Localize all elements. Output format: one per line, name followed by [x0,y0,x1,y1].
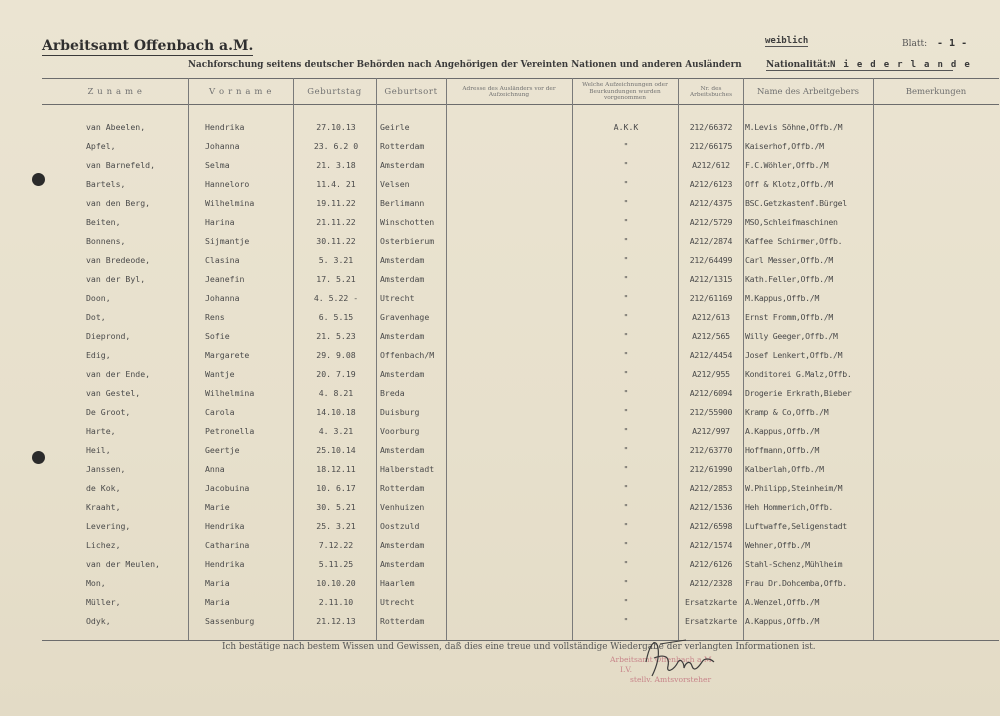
cell-first-name: Hendrika [205,559,245,569]
cell-surname: Apfel, [86,141,116,151]
cell-labor-book: A212/5729 [689,217,733,227]
cell-birth-place: Offenbach/M [380,350,435,360]
cell-employer: Kaiserhof,Offb./M [745,141,824,151]
cell-first-name: Maria [205,597,230,607]
cell-labor-book: A212/6094 [689,388,733,398]
stamp-line: Arbeitsamt Offenbach a.M. [610,655,715,664]
table-row [0,194,1000,213]
table-row [0,479,1000,498]
cell-records: " [623,578,629,588]
cell-birth-place: Rotterdam [380,141,425,151]
cell-employer: Kaffee Schirmer,Offb. [745,236,843,246]
cell-first-name: Sofie [205,331,230,341]
cell-first-name: Clasina [205,255,240,265]
cell-surname: Bonnens, [86,236,126,246]
cell-birth-date: 21.12.13 [316,616,356,626]
cell-first-name: Wilhelmina [205,198,255,208]
cell-labor-book: 212/66175 [689,141,733,151]
cell-records: " [623,464,629,474]
cell-records: " [623,559,629,569]
table-row [0,327,1000,346]
cell-first-name: Catharina [205,540,250,550]
cell-first-name: Hanneloro [205,179,250,189]
cell-employer: BSC.Getzkastenf.Bürgel [745,198,847,208]
cell-first-name: Wantje [205,369,235,379]
cell-records: " [623,274,629,284]
cell-birth-place: Utrecht [380,293,415,303]
table-row [0,574,1000,593]
cell-birth-place: Amsterdam [380,331,425,341]
cell-labor-book: A212/1315 [689,274,733,284]
cell-birth-place: Amsterdam [380,559,425,569]
cell-employer: MSO,Schleifmaschinen [745,217,838,227]
cell-records: A.K.K [613,122,639,132]
cell-surname: Levering, [86,521,131,531]
cell-birth-date: 2.11.10 [318,597,354,607]
cell-surname: Edig, [86,350,111,360]
certification-text: Ich bestätige nach bestem Wissen und Gewissen, daß dies eine treue und vollständige Wiedergabe der verlangten Informationen ist. [222,642,816,652]
cell-employer: Off & Klotz,Offb./M [745,179,833,189]
column-header-employer: Name des Arbeitgebers [756,87,859,97]
table-row [0,384,1000,403]
cell-records: " [623,483,629,493]
cell-birth-place: Haarlem [380,578,415,588]
column-header-birth-place: Geburtsort [384,87,438,97]
document-subtitle: Nachforschung seitens deutscher Behörden nach Angehörigen der Vereinten Nationen und anderen Ausländern [188,60,742,70]
cell-first-name: Johanna [205,293,240,303]
cell-birth-place: Duisburg [380,407,420,417]
cell-birth-date: 29. 9.08 [316,350,356,360]
column-header-surname: Z u n a m e [87,87,143,97]
cell-employer: F.C.Wöhler,Offb./M [745,160,829,170]
cell-labor-book: A212/1536 [689,502,733,512]
cell-birth-date: 19.11.22 [316,198,356,208]
cell-surname: van der Byl, [86,274,146,284]
cell-birth-place: Rotterdam [380,616,425,626]
cell-birth-place: Gravenhage [380,312,430,322]
cell-birth-place: Halberstadt [380,464,435,474]
cell-birth-place: Venhuizen [380,502,425,512]
cell-first-name: Geertje [205,445,240,455]
table-row [0,422,1000,441]
cell-first-name: Harina [205,217,235,227]
cell-birth-date: 20. 7.19 [316,369,356,379]
nationality-underline [766,70,953,71]
cell-birth-date: 30.11.22 [316,236,356,246]
cell-birth-date: 23. 6.2 0 [313,141,359,151]
cell-surname: Dieprond, [86,331,131,341]
cell-surname: Heil, [86,445,111,455]
cell-labor-book: A212/4454 [689,350,733,360]
column-header-remarks: Bemerkungen [905,87,967,97]
column-header-first-name: V o r n a m e [209,87,272,97]
table-row [0,612,1000,631]
cell-surname: van Abeelen, [86,122,146,132]
cell-records: " [623,616,629,626]
cell-employer: Josef Lenkert,Offb./M [745,350,843,360]
cell-first-name: Hendrika [205,122,245,132]
table-row [0,156,1000,175]
cell-records: " [623,407,629,417]
column-header-labor-book: Nr. des Arbeitsbuches [689,85,733,98]
cell-birth-place: Voorburg [380,426,420,436]
table-row [0,365,1000,384]
cell-surname: Dot, [86,312,106,322]
cell-records: " [623,521,629,531]
cell-records: " [623,255,629,265]
cell-employer: W.Philipp,Steinheim/M [745,483,843,493]
sheet-label: Blatt: [902,39,928,49]
table-row [0,118,1000,137]
table-bottom-rule [42,640,999,641]
cell-records: " [623,179,629,189]
cell-labor-book: 212/61990 [689,464,733,474]
cell-first-name: Petronella [205,426,255,436]
cell-birth-place: Amsterdam [380,160,425,170]
cell-labor-book: A212/1574 [689,540,733,550]
cell-birth-place: Oostzuld [380,521,420,531]
cell-employer: Willy Geeger,Offb./M [745,331,838,341]
cell-records: " [623,369,629,379]
cell-birth-date: 6. 5.15 [318,312,354,322]
cell-labor-book: A212/955 [692,369,730,379]
cell-surname: Odyk, [86,616,111,626]
cell-labor-book: 212/63770 [689,445,733,455]
cell-labor-book: A212/6126 [689,559,733,569]
table-row [0,308,1000,327]
cell-surname: Lichez, [86,540,121,550]
cell-birth-date: 5. 3.21 [318,255,354,265]
cell-employer: Kalberlah,Offb./M [745,464,824,474]
table-row [0,593,1000,612]
cell-labor-book: 212/64499 [689,255,733,265]
cell-first-name: Rens [205,312,225,322]
cell-records: " [623,388,629,398]
cell-records: " [623,540,629,550]
cell-labor-book: A212/2874 [689,236,733,246]
table-row [0,232,1000,251]
cell-birth-place: Winschotten [380,217,435,227]
cell-first-name: Jeanefin [205,274,245,284]
cell-surname: Kraaht, [86,502,121,512]
cell-surname: de Kok, [86,483,121,493]
cell-birth-place: Velsen [380,179,410,189]
cell-employer: Kath.Feller,Offb./M [745,274,833,284]
cell-labor-book: 212/55900 [689,407,733,417]
cell-surname: Beiten, [86,217,121,227]
cell-first-name: Wilhelmina [205,388,255,398]
cell-records: " [623,350,629,360]
cell-birth-place: Amsterdam [380,255,425,265]
cell-labor-book: A212/612 [692,160,730,170]
cell-birth-date: 18.12.11 [316,464,356,474]
table-row [0,270,1000,289]
cell-labor-book: 212/66372 [689,122,733,132]
cell-employer: A.Wenzel,Offb./M [745,597,820,607]
cell-labor-book: Ersatzkarte [684,597,738,607]
cell-employer: Carl Messer,Offb./M [745,255,833,265]
cell-labor-book: A212/997 [692,426,730,436]
cell-birth-date: 27.10.13 [316,122,356,132]
cell-labor-book: A212/6123 [689,179,733,189]
cell-records: " [623,160,629,170]
cell-birth-date: 17. 5.21 [316,274,356,284]
cell-birth-date: 21. 3.18 [316,160,356,170]
cell-birth-date: 30. 5.21 [316,502,356,512]
table-row [0,498,1000,517]
gender-field: weiblich [765,36,809,46]
nationality-value: N i e d e r l a n d e [830,60,972,70]
table-top-rule [42,78,999,79]
cell-surname: Doon, [86,293,111,303]
cell-labor-book: A212/6598 [689,521,733,531]
cell-first-name: Sassenburg [205,616,255,626]
cell-labor-book: A212/565 [692,331,730,341]
cell-first-name: Margarete [205,350,250,360]
stamp-line: stellv. Amtsvorsteher [630,675,712,684]
cell-birth-place: Berlimann [380,198,425,208]
table-row [0,251,1000,270]
cell-records: " [623,293,629,303]
cell-employer: Ernst Fromm,Offb./M [745,312,833,322]
table-row [0,441,1000,460]
sheet-number: - 1 - [937,38,968,49]
cell-labor-book: 212/61169 [689,293,733,303]
cell-surname: Mon, [86,578,106,588]
cell-first-name: Anna [205,464,225,474]
cell-birth-date: 7.12.22 [318,540,354,550]
cell-labor-book: A212/2853 [689,483,733,493]
cell-records: " [623,312,629,322]
cell-birth-place: Amsterdam [380,540,425,550]
column-header-address: Adresse des Ausländers vor der Aufzeichnung [462,85,556,98]
cell-employer: M.Kappus,Offb./M [745,293,820,303]
cell-employer: Stahl-Schenz,Mühlheim [745,559,843,569]
cell-surname: van Gestel, [86,388,141,398]
cell-birth-place: Osterbierum [380,236,435,246]
table-row [0,555,1000,574]
cell-first-name: Selma [205,160,230,170]
cell-first-name: Sijmantje [205,236,250,246]
cell-records: " [623,426,629,436]
cell-birth-date: 4. 3.21 [318,426,354,436]
table-row [0,517,1000,536]
cell-surname: Müller, [86,597,121,607]
cell-birth-date: 14.10.18 [316,407,356,417]
cell-surname: van der Ende, [86,369,151,379]
cell-first-name: Maria [205,578,230,588]
cell-birth-date: 21.11.22 [316,217,356,227]
cell-birth-place: Rotterdam [380,483,425,493]
cell-birth-place: Breda [380,388,405,398]
cell-birth-date: 25.10.14 [316,445,356,455]
cell-records: " [623,502,629,512]
table-row [0,460,1000,479]
cell-surname: Bartels, [86,179,126,189]
cell-birth-date: 10.10.20 [316,578,356,588]
cell-birth-date: 21. 5.23 [316,331,356,341]
table-row [0,137,1000,156]
cell-birth-place: Amsterdam [380,274,425,284]
cell-surname: van den Berg, [86,198,151,208]
table-row [0,536,1000,555]
cell-employer: Drogerie Erkrath,Bieber [745,388,852,398]
table-row [0,213,1000,232]
cell-surname: van Barnefeld, [86,160,156,170]
cell-employer: A.Kappus,Offb./M [745,426,820,436]
cell-birth-date: 25. 3.21 [316,521,356,531]
cell-first-name: Marie [205,502,230,512]
cell-employer: Konditorei G.Malz,Offb. [745,369,852,379]
cell-first-name: Johanna [205,141,240,151]
nationality-label: Nationalität: [766,60,831,70]
cell-labor-book: A212/4375 [689,198,733,208]
cell-employer: A.Kappus,Offb./M [745,616,820,626]
cell-birth-place: Amsterdam [380,445,425,455]
cell-first-name: Hendrika [205,521,245,531]
cell-employer: Kramp & Co,Offb./M [745,407,829,417]
table-row [0,289,1000,308]
table-row [0,403,1000,422]
cell-birth-date: 11.4. 21 [316,179,356,189]
cell-birth-date: 5.11.25 [318,559,354,569]
cell-employer: Hoffmann,Offb./M [745,445,820,455]
office-title: Arbeitsamt Offenbach a.M. [42,38,254,54]
table-row [0,175,1000,194]
cell-records: " [623,331,629,341]
cell-birth-place: Geirle [380,122,410,132]
cell-labor-book: A212/2328 [689,578,733,588]
cell-records: " [623,217,629,227]
cell-labor-book: A212/613 [692,312,730,322]
cell-first-name: Jacobuina [205,483,250,493]
cell-employer: Wehner,Offb./M [745,540,810,550]
cell-employer: Luftwaffe,Seligenstadt [745,521,847,531]
cell-employer: Frau Dr.Dohcemba,Offb. [745,578,847,588]
cell-birth-date: 4. 5.22 - [313,293,359,303]
signature [640,632,718,684]
cell-records: " [623,141,629,151]
column-header-records: Welche Aufzeichnungen oder Beurkundungen wurden vorgenommen [582,82,668,102]
cell-records: " [623,445,629,455]
cell-employer: Heh Hommerich,Offb. [745,502,833,512]
table-header-rule [42,104,999,105]
cell-surname: van Bredeode, [86,255,151,265]
cell-records: " [623,597,629,607]
cell-birth-place: Amsterdam [380,369,425,379]
cell-records: " [623,198,629,208]
cell-birth-date: 4. 8.21 [318,388,354,398]
cell-first-name: Carola [205,407,235,417]
cell-surname: Harte, [86,426,116,436]
cell-employer: M.Levis Söhne,Offb./M [745,122,843,132]
cell-birth-date: 10. 6.17 [316,483,356,493]
stamp-line: I.V. [620,665,632,674]
cell-surname: Janssen, [86,464,126,474]
column-header-birth-date: Geburtstag [307,87,362,97]
table-row [0,346,1000,365]
cell-records: " [623,236,629,246]
cell-surname: van der Meulen, [86,559,160,569]
cell-labor-book: Ersatzkarte [684,616,738,626]
cell-birth-place: Utrecht [380,597,415,607]
cell-surname: De Groot, [86,407,131,417]
